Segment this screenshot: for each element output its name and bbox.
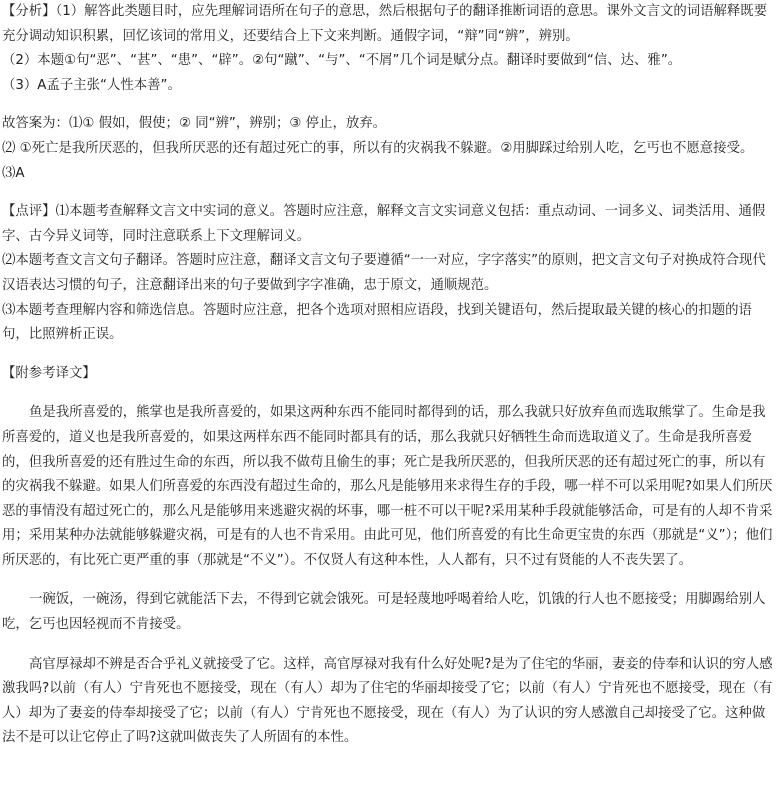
analysis-heading: 【分析】 bbox=[2, 4, 56, 19]
comment-section bbox=[2, 200, 778, 348]
answer-line-1: 故答案为：⑴① 假如，假使；② 同“辨”，辨别；③ 停止，放弃。 bbox=[2, 116, 387, 132]
answer-section bbox=[2, 112, 778, 186]
comment-heading: 【点评】 bbox=[2, 204, 56, 220]
comment-line-1: 【点评】⑴本题考查解释文言文中实词的意义。答题时应注意，解释文言文实词意义包括：重点动词、一词多义、词类活用、通假字、古今异义词等，同时注意联系上下文理解词义。 bbox=[2, 204, 766, 244]
translation-paragraph-1: 鱼是我所喜爱的，熊掌也是我所喜爱的，如果这两种东西不能同时都得到的话，那么我就只好放弃鱼而选取熊掌了。生命是我所喜爱的，道义也是我所喜爱的，如果这两样东西不能同时都具有的话，那么我就只好牺牲生命而选取道义了。生命是我所喜爱的，但我所喜爱的还有胜过生命的东西，所以我不做苟且偷生的事；死亡是我所厌恶的，但我所厌恶的还有超过死亡的事，所以有的灾祸我不躲避。如果人们所喜爱的东西没有超过生命的，那么凡是能够用来求得生存的手段，哪一样不可以采用呢?如果人们所厌恶的事情没有超过死亡的，那么凡是能够用来逃避灾祸的坏事，哪一桩不可以干呢?采用某种手段就能够活命，可是有的人却不肯采用；采用某种办法就能够躲避灾祸，可是有的人也不肯采用。由此可见，他们所喜爱的有比生命更宝贵的东西（那就是“义”）；他们所厌恶的，有比死亡更严重的事（那就是“不义”）。不仅贤人有这种本性，人人都有，只不过有贤能的人不丧失罢了。 bbox=[2, 405, 773, 568]
translation-heading: 【附参考译文】 bbox=[2, 365, 96, 381]
translation-paragraph-3: 高官厚禄却不辨是否合乎礼义就接受了它。这样，高官厚禄对我有什么好处呢?是为了住宅的华丽，妻妾的侍奉和认识的穷人感激我吗?以前（有人）宁肯死也不愿接受，现在（有人）却为了住宅的华丽却接受了它；以前（有人）宁肯死也不愿接受，现在（有人）却为了妻妾的侍奉却接受了它；以前（有人）宁肯死也不愿接受，现在（有人）为了认识的穷人感激自己却接受了它。这种做法不是可以让它停止了吗?这就叫做丧失了人所固有的本性。 bbox=[2, 656, 773, 746]
answer-line-3: ⑶A bbox=[2, 165, 25, 181]
translation-section bbox=[2, 362, 778, 751]
comment-line-2: ⑵本题考查文言文句子翻译。答题时应注意，翻译文言文句子要遵循“一一对应，字字落实”的原则，把文言文句子对换成符合现代汉语表达习惯的句子，注意翻译出来的句子要做到字字准确，忠于原文，通顺规范。 bbox=[2, 253, 766, 293]
analysis-line-1: 【分析】（1）解答此类题目时，应先理解词语所在句子的意思，然后根据句子的翻译推断词语的意思。课外文言文的词语解释既要充分调动知识积累，回忆该词的常用义，还要结合上下文来判断。通假字词，“辩”同“辨”，辨别。 bbox=[2, 4, 768, 44]
document bbox=[2, 0, 778, 751]
analysis-line-3: （3）A孟子主张“人性本善”。 bbox=[2, 77, 181, 93]
comment-line-3: ⑶本题考查理解内容和筛选信息。答题时应注意，把各个选项对照相应语段，找到关键语句，然后提取最关键的核心的扣题的语句，比照辨析正误。 bbox=[2, 302, 752, 343]
translation-paragraph-2: 一碗饭，一碗汤，得到它就能活下去，不得到它就会饿死。可是轻蔑地呼喝着给人吃，饥饿的行人也不愿接受；用脚踢给别人吃，乞丐也因轻视而不肯接受。 bbox=[2, 592, 766, 633]
analysis-line-2: （2）本题①句“恶”、“甚”、“患”、“辟”。②句“蹴”、“与”、“不屑”几个词是赋分点。翻译时要做到“信、达、雅”。 bbox=[2, 53, 682, 69]
analysis-section bbox=[2, 0, 778, 98]
answer-line-2: ⑵ ①死亡是我所厌恶的，但我所厌恶的还有超过死亡的事，所以有的灾祸我不躲避。②用脚踩过给别人吃，乞丐也不愿意接受。 bbox=[2, 140, 754, 156]
